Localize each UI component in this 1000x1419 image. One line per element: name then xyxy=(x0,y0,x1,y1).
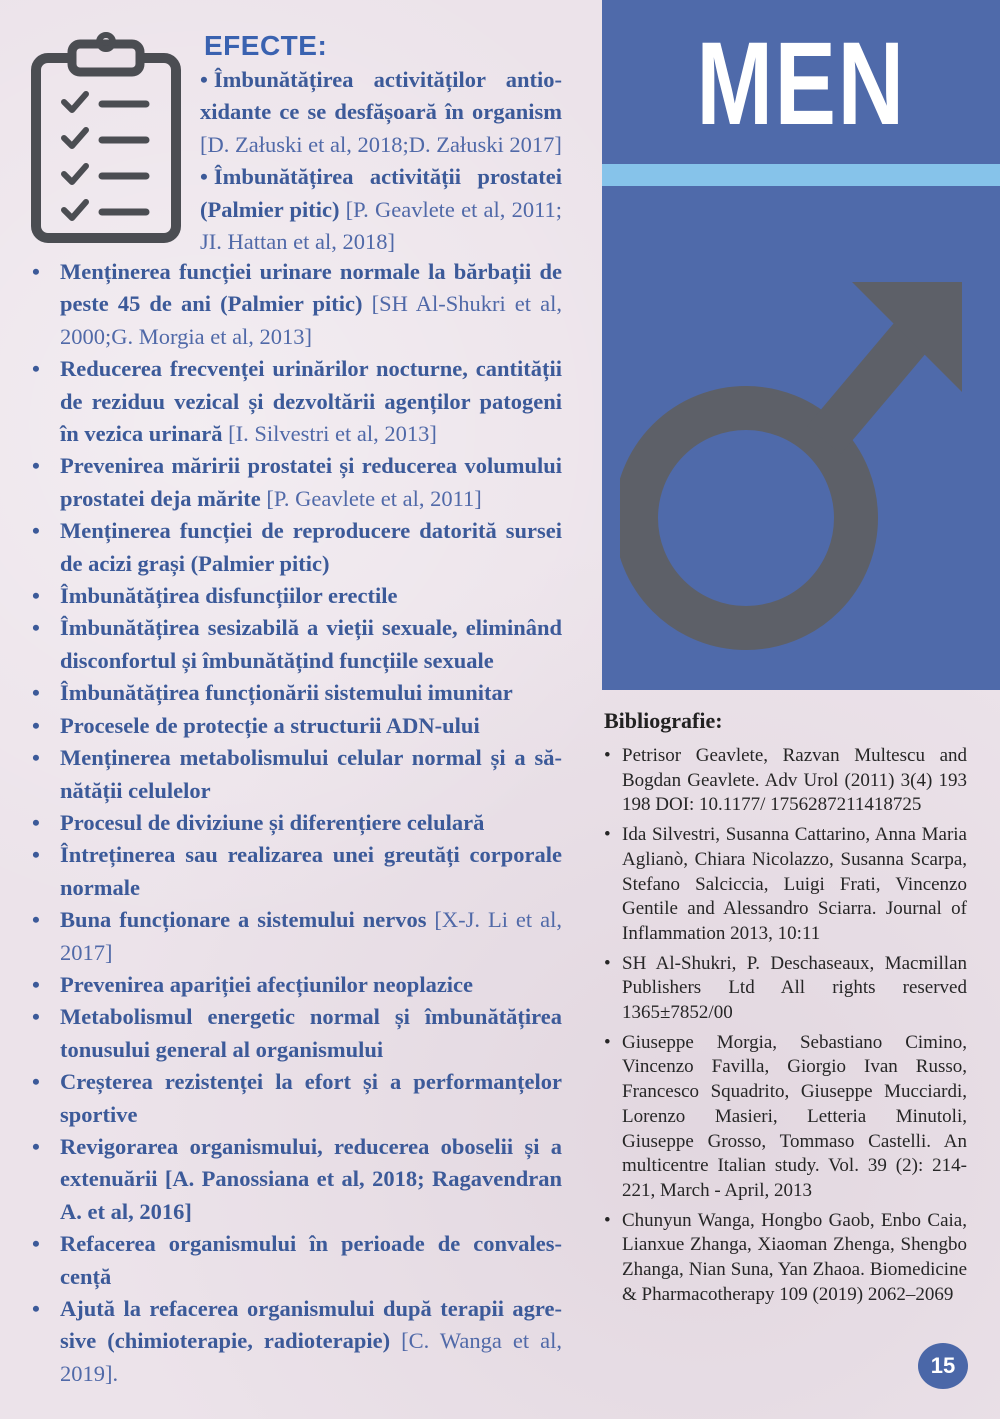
list-item: • Îmbunătățirea activităților antioxidante ce se desfășoară în organism [D. Załuski et al, 2018;D. Załuski 2017] xyxy=(200,67,562,157)
male-symbol-icon xyxy=(620,260,980,660)
bibliography-entry: • SH Al-Shukri, P. Deschaseaux, Macmillan Publishers Ltd All rights reserved 1365±7852/00 xyxy=(604,952,967,1024)
men-title: MEN xyxy=(696,18,906,150)
effects-title: EFECTE: xyxy=(204,30,328,61)
list-item: • Procesul de diviziune și diferențiere celulară xyxy=(32,809,485,835)
list-item: • Îmbunătățirea disfuncțiilor erectile xyxy=(32,583,398,609)
list-item: • Menținerea funcției urinare normale la bărbații de peste 45 de ani (Palmier pitic) [SH Al-Shukri et al, 2000;G. Morgia et al, 2013] xyxy=(32,259,562,349)
effects-main-list xyxy=(30,256,562,1390)
list-item: • Buna funcționare a sistemului nervos [X-J. Li et al, 2017] xyxy=(32,907,562,965)
list-item: • Prevenirea apariției afecțiunilor neoplazice xyxy=(32,971,474,997)
bibliography-title: Bibliografie: xyxy=(604,708,723,733)
list-item: • Procesele de protecție a structurii ADN-ului xyxy=(32,712,480,738)
list-item: • Refacerea organismului în perioade de convalescență xyxy=(32,1231,562,1289)
men-stripe xyxy=(602,164,1000,186)
list-item: • Menținerea metabolismului celular normal și a sănătății celulelor xyxy=(32,745,562,803)
bibliography-entry: • Petrisor Geavlete, Razvan Multescu and Bogdan Geavlete. Adv Urol (2011) 3(4) 193 198 DOI: 10.1177/ 1756287211418725 xyxy=(604,745,967,816)
page-number-badge: 15 xyxy=(918,1343,968,1389)
list-item: • Menținerea funcției de reproducere datorită sursei de acizi grași (Palmier pitic) xyxy=(32,518,562,576)
bibliography-entry: • Ida Silvestri, Susanna Cattarino, Anna Maria Aglianò, Chiara Nicolazzo, Susanna Scarpa, Stefano Salciccia, Luigi Frati, Vincenzo Gentile and Alessandro Sciarra. Journal of Inflammation 2013, 10:11 xyxy=(604,824,967,944)
list-item: • Ajută la refacerea organismului după terapii agresive (chimioterapie, radioterapie) [C. Wanga et al, 2019]. xyxy=(32,1296,562,1386)
list-item: • Reducerea frecvenței urinărilor nocturne, cantității de reziduu vezical și dezvoltării agenților patogeni în vezica urinară [I. Silvestri et al, 2013] xyxy=(32,356,562,447)
bibliography-entry: • Giuseppe Morgia, Sebastiano Cimino, Vincenzo Favilla, Giorgio Ivan Russo, Francesco Squadrito, Giuseppe Mucciardi, Lorenzo Masieri, Letteria Minutoli, Giuseppe Grosso, Tommaso Castelli. An multicentre Italian study. Vol. 39 (2): 214-221, March - April, 2013 xyxy=(604,1031,967,1201)
list-item: • Îmbunătățirea activității prostatei (Palmier pitic) [P. Geavlete et al, 2011; JI. Hattan et al, 2018] xyxy=(200,164,562,255)
list-item: • Prevenirea măririi prostatei și reducerea volumului prostatei deja mărite [P. Geavlete et al, 2011] xyxy=(32,453,562,511)
effects-top-list xyxy=(200,64,562,258)
list-item: • Îmbunătățirea sesizabilă a vieții sexuale, eliminând disconfortul și îmbunătățind funcțiile sexuale xyxy=(32,615,562,673)
list-item: • Revigorarea organismului, reducerea oboselii și a extenuării [A. Panossiana et al, 2018; Ragavendran A. et al, 2016] xyxy=(32,1133,562,1224)
list-item: • Creșterea rezistenței la efort și a performanțelor sportive xyxy=(32,1069,562,1127)
bibliography-entry: • Chunyun Wanga, Hongbo Gaob, Enbo Caia, Lianxue Zhanga, Xiaoman Zhenga, Shengbo Zhanga, Nian Suna, Yan Zhaoa. Biomedicine & Pharmacotherapy 109 (2019) 2062–2069 xyxy=(604,1209,967,1305)
bibliography-list xyxy=(604,744,967,1312)
list-item: • Metabolismul energetic normal și îmbunătățirea tonusului general al organismului xyxy=(32,1004,562,1062)
list-item: • Întreținerea sau realizarea unei greutăți corporale normale xyxy=(32,842,562,900)
list-item: • Îmbunătățirea funcționării sistemului imunitar xyxy=(32,680,513,706)
clipboard-checklist-icon xyxy=(30,32,182,244)
